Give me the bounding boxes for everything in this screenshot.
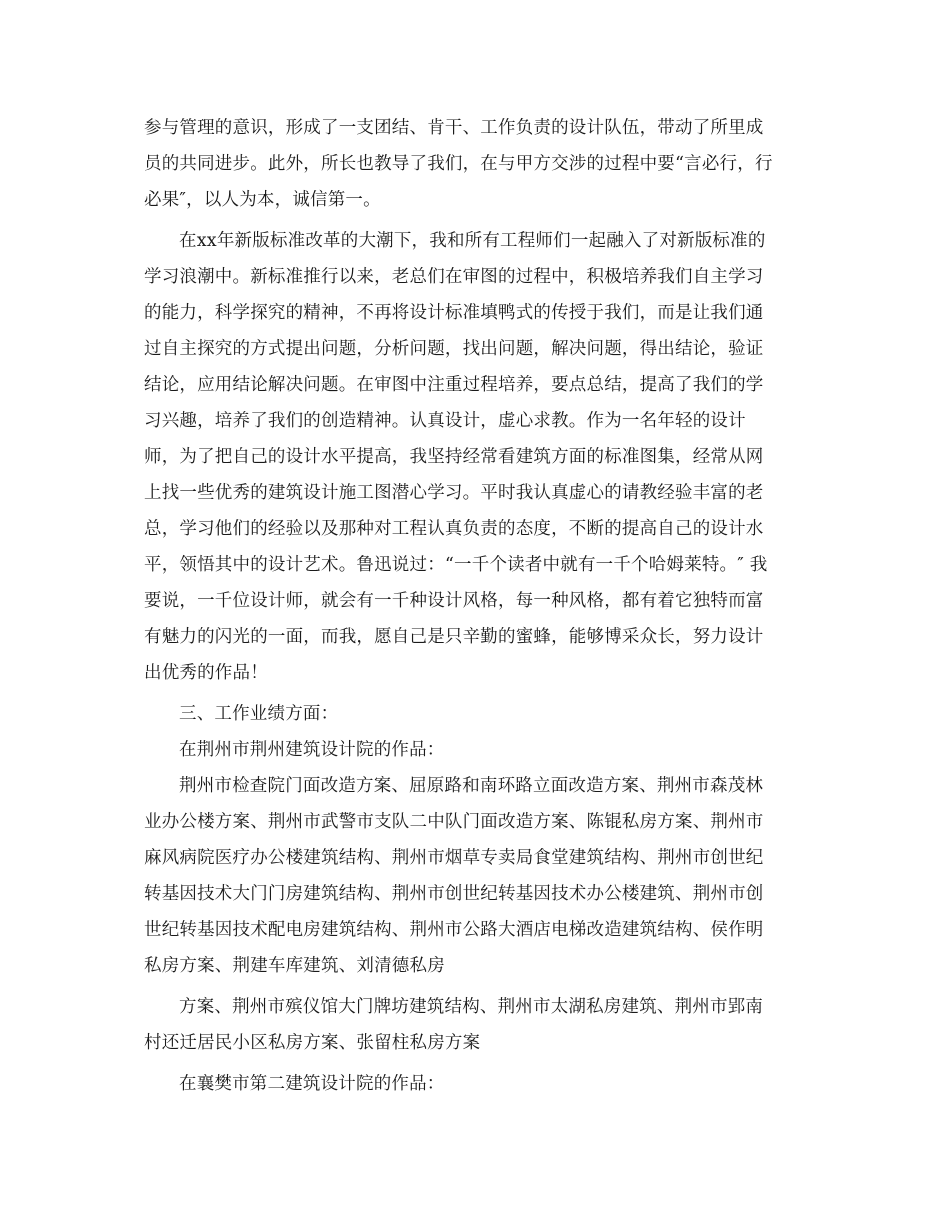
text-line: 结论，应用结论解决问题。在审图中注重过程培养，要点总结，提高了我们的学: [144, 375, 764, 395]
text-line: 总，学习他们的经验以及那种对工程认真负责的态度，不断的提高自己的设计水: [144, 519, 764, 539]
text-line: 在襄樊市第二建筑设计院的作品：: [179, 1074, 445, 1094]
text-line: 麻风病院医疗办公楼建筑结构、荆州市烟草专卖局食堂建筑结构、荆州市创世纪: [144, 848, 764, 868]
text-line: 必果″，以人为本，诚信第一。: [144, 190, 381, 210]
text-line: 转基因技术大门门房建筑结构、荆州市创世纪转基因技术办公楼建筑、荆州市创: [144, 884, 764, 904]
text-line: 世纪转基因技术配电房建筑结构、荆州市公路大酒店电梯改造建筑结构、侯作明: [144, 920, 764, 940]
text-line: 平，领悟其中的设计艺术。鲁迅说过：“一千个读者中就有一千个哈姆莱特。″ 我: [144, 555, 768, 575]
text-line: 师，为了把自己的设计水平提高，我坚持经常看建筑方面的标准图集，经常从网: [144, 447, 764, 467]
text-line: 要说，一千位设计师，就会有一千种设计风格，每一种风格，都有着它独特而富: [144, 591, 764, 611]
text-line: 村还迁居民小区私房方案、张留柱私房方案: [144, 1033, 481, 1053]
text-line: 上找一些优秀的建筑设计施工图潜心学习。平时我认真虚心的请教经验丰富的老: [144, 483, 764, 503]
text-line: 方案、荆州市殡仪馆大门牌坊建筑结构、荆州市太湖私房建筑、荆州市郢南: [179, 997, 764, 1017]
text-line: 在荆州市荆州建筑设计院的作品：: [179, 740, 445, 760]
text-line: 的能力，科学探究的精神，不再将设计标准填鸭式的传授于我们，而是让我们通: [144, 303, 764, 323]
text-line: 有魅力的闪光的一面，而我，愿自己是只辛勤的蜜蜂，能够博采众长，努力设计: [144, 627, 764, 647]
text-line: 私房方案、荆建车库建筑、刘清德私房: [144, 956, 445, 976]
text-line: 过自主探究的方式提出问题，分析问题，找出问题，解决问题，得出结论，验证: [144, 339, 764, 359]
text-line: 在xx年新版标准改革的大潮下，我和所有工程师们一起融入了对新版标准的: [179, 231, 766, 251]
text-line: 学习浪潮中。新标准推行以来，老总们在审图的过程中，积极培养我们自主学习: [144, 267, 764, 287]
text-line: 出优秀的作品！: [144, 663, 268, 683]
section-heading: 三、工作业绩方面：: [179, 704, 339, 724]
text-line: 员的共同进步。此外，所长也教导了我们，在与甲方交涉的过程中要“言必行，行: [144, 154, 773, 174]
text-line: 习兴趣，培养了我们的创造精神。认真设计，虚心求教。作为一名年轻的设计: [144, 411, 746, 431]
text-line: 荆州市检查院门面改造方案、屈原路和南环路立面改造方案、荆州市森茂林: [179, 776, 764, 796]
text-line: 参与管理的意识，形成了一支团结、肯干、工作负责的设计队伍，带动了所里成: [144, 118, 764, 138]
text-line: 业办公楼方案、荆州市武警市支队二中队门面改造方案、陈锟私房方案、荆州市: [144, 812, 764, 832]
